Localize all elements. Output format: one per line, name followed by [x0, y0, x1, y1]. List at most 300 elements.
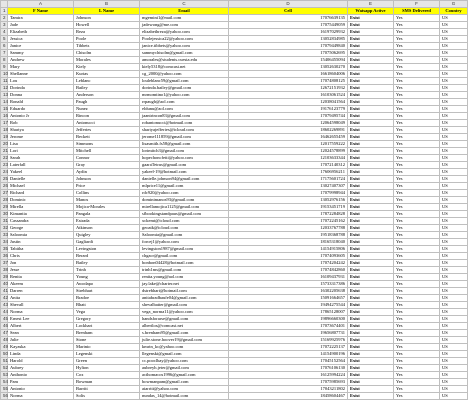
cell-watsapp[interactable]: Exist	[348, 155, 394, 162]
cell-country[interactable]: US	[440, 50, 468, 57]
cell-watsapp[interactable]: Exist	[348, 365, 394, 372]
cell-watsapp[interactable]: Exist	[348, 288, 394, 295]
cell-watsapp[interactable]: Exist	[348, 351, 394, 358]
cell-lname[interactable]: Trinh	[74, 267, 140, 274]
cell-watsapp[interactable]: Exist	[348, 274, 394, 281]
cell-lname[interactable]: Morales	[74, 57, 140, 64]
cell-watsapp[interactable]: Exist	[348, 50, 394, 57]
cell-watsapp[interactable]: Exist	[348, 316, 394, 323]
cell-phone[interactable]: 16109437931	[229, 274, 348, 281]
row-number[interactable]: 12	[1, 85, 8, 92]
cell-country[interactable]: US	[440, 379, 468, 386]
cell-lname[interactable]: Legenski	[74, 351, 140, 358]
cell-fname[interactable]: Dominic	[8, 197, 74, 204]
cell-country[interactable]: US	[440, 176, 468, 183]
cell-lname[interactable]: Levingston	[74, 246, 140, 253]
cell-email[interactable]: amorales@students.cuesta.edu	[140, 57, 229, 64]
cell-lname[interactable]: Kurtas	[74, 71, 140, 78]
row-number[interactable]: 25	[1, 176, 8, 183]
row-number[interactable]: 34	[1, 239, 8, 246]
cell-phone[interactable]: 12024578899	[229, 148, 348, 155]
cell-fname[interactable]: Renita	[8, 274, 74, 281]
cell-phone[interactable]: 13052976156	[229, 197, 348, 204]
cell-phone[interactable]: 13027407307	[229, 183, 348, 190]
cell-fname[interactable]: Pam	[8, 379, 74, 386]
cell-watsapp[interactable]: Exist	[348, 78, 394, 85]
cell-lname[interactable]: Strebhart	[74, 288, 140, 295]
cell-phone[interactable]: 17076106130	[229, 365, 348, 372]
cell-fname[interactable]: Norma	[8, 309, 74, 316]
cell-lname[interactable]: Bailey	[74, 260, 140, 267]
cell-watsapp[interactable]: Exist	[348, 323, 394, 330]
cell-lname[interactable]: Lockhart	[74, 323, 140, 330]
cell-country[interactable]: US	[440, 183, 468, 190]
cell-fname[interactable]: Kimantia	[8, 211, 74, 218]
header-cell-country[interactable]: Country	[440, 8, 468, 15]
cell-country[interactable]: US	[440, 351, 468, 358]
cell-lname[interactable]: Cox	[74, 372, 140, 379]
cell-email[interactable]: geoatk@icloud.com	[140, 225, 229, 232]
cell-sms[interactable]: Yes	[394, 197, 440, 204]
cell-lname[interactable]: Tibbets	[74, 43, 140, 50]
cell-phone[interactable]: 15091664657	[229, 295, 348, 302]
cell-country[interactable]: US	[440, 302, 468, 309]
row-number[interactable]: 28	[1, 197, 8, 204]
cell-country[interactable]: US	[440, 204, 468, 211]
cell-fname[interactable]: Jessica	[8, 36, 74, 43]
cell-country[interactable]: US	[440, 316, 468, 323]
cell-phone[interactable]: 17079495744	[229, 113, 348, 120]
cell-sms[interactable]: Yes	[394, 281, 440, 288]
row-number[interactable]: 5	[1, 36, 8, 43]
cell-phone[interactable]: 17045152564	[229, 358, 348, 365]
row-number[interactable]: 49	[1, 344, 8, 351]
cell-fname[interactable]: Akeem	[8, 281, 74, 288]
cell-watsapp[interactable]: Exist	[348, 57, 394, 64]
cell-lname[interactable]: Manos	[74, 197, 140, 204]
cell-country[interactable]: US	[440, 57, 468, 64]
cell-email[interactable]: s.brenham95@gmail.com	[140, 330, 229, 337]
cell-country[interactable]: US	[440, 15, 468, 22]
cell-email[interactable]: xckemt@icloud.com	[140, 218, 229, 225]
cell-email[interactable]: yakeel-19@hotmail.com	[140, 169, 229, 176]
cell-lname[interactable]: Chisolm	[74, 50, 140, 57]
cell-country[interactable]: US	[440, 239, 468, 246]
cell-fname[interactable]: Lou	[8, 78, 74, 85]
cell-fname[interactable]: Darren	[8, 288, 74, 295]
cell-phone[interactable]: 16302205638	[229, 288, 348, 295]
select-all-corner[interactable]	[1, 1, 8, 8]
cell-country[interactable]: US	[440, 295, 468, 302]
cell-country[interactable]: US	[440, 211, 468, 218]
cell-fname[interactable]: Albert	[8, 323, 74, 330]
cell-watsapp[interactable]: Exist	[348, 85, 394, 92]
cell-country[interactable]: US	[440, 309, 468, 316]
cell-phone[interactable]: 19518368788	[229, 232, 348, 239]
cell-sms[interactable]: Yes	[394, 183, 440, 190]
cell-sms[interactable]: Yes	[394, 106, 440, 113]
cell-fname[interactable]: Michael	[8, 183, 74, 190]
cell-fname[interactable]: Tamira	[8, 15, 74, 22]
header-cell-lname[interactable]: L Name	[74, 8, 140, 15]
cell-fname[interactable]: Shariya	[8, 127, 74, 134]
column-header-a[interactable]: A	[8, 1, 74, 8]
cell-email[interactable]: mgemini1@mail.com	[140, 15, 229, 22]
cell-fname[interactable]: Richard	[8, 190, 74, 197]
cell-watsapp[interactable]: Exist	[348, 204, 394, 211]
cell-lname[interactable]: Collins	[74, 190, 140, 197]
cell-country[interactable]: US	[440, 246, 468, 253]
cell-sms[interactable]: Yes	[394, 120, 440, 127]
cell-email[interactable]: aubreyh.jeter@gmail.com	[140, 365, 229, 372]
column-header-g[interactable]: G	[440, 1, 468, 8]
cell-sms[interactable]: Yes	[394, 246, 440, 253]
header-cell-watsapp[interactable]: Watsapp Active	[348, 8, 394, 15]
cell-country[interactable]: US	[440, 120, 468, 127]
cell-email[interactable]: rrpaugh@aol.com	[140, 99, 229, 106]
cell-watsapp[interactable]: Exist	[348, 197, 394, 204]
row-number[interactable]: 41	[1, 288, 8, 295]
cell-country[interactable]: US	[440, 267, 468, 274]
row-number[interactable]: 52	[1, 365, 8, 372]
cell-sms[interactable]: Yes	[394, 330, 440, 337]
cell-fname[interactable]: Sarah	[8, 155, 74, 162]
cell-email[interactable]: vega_norma11@yahoo.com	[140, 309, 229, 316]
cell-watsapp[interactable]: Exist	[348, 99, 394, 106]
row-number[interactable]: 6	[1, 43, 8, 50]
cell-country[interactable]: US	[440, 274, 468, 281]
cell-lname[interactable]: Mojica-Morales	[74, 204, 140, 211]
cell-fname[interactable]: Aubrey	[8, 365, 74, 372]
row-number[interactable]: 16	[1, 113, 8, 120]
cell-country[interactable]: US	[440, 225, 468, 232]
cell-email[interactable]: hopechoncfetti@yahoo.com	[140, 155, 229, 162]
cell-country[interactable]: US	[440, 162, 468, 169]
cell-email[interactable]: shevalbatter@gmail.com	[140, 302, 229, 309]
row-number[interactable]: 24	[1, 169, 8, 176]
cell-sms[interactable]: Yes	[394, 78, 440, 85]
cell-lname[interactable]: Berard	[74, 253, 140, 260]
cell-phone[interactable]: 12064598049	[229, 120, 348, 127]
cell-email[interactable]: eldunu@aol.com	[140, 106, 229, 113]
cell-phone[interactable]: 15406455094	[229, 57, 348, 64]
row-number[interactable]: 10	[1, 71, 8, 78]
cell-phone[interactable]: 17074842860	[229, 267, 348, 274]
cell-watsapp[interactable]: Exist	[348, 344, 394, 351]
header-cell-sms[interactable]: SMS Delivered	[394, 8, 440, 15]
cell-fname[interactable]: Linda	[8, 351, 74, 358]
cell-email[interactable]: jaantrincon83@gmail.com	[140, 113, 229, 120]
cell-email[interactable]: dominimanos93@gmail.com	[140, 197, 229, 204]
cell-lname[interactable]: Simmons	[74, 141, 140, 148]
cell-fname[interactable]: Elizabeth	[8, 29, 74, 36]
cell-fname[interactable]: Jon	[8, 260, 74, 267]
cell-lname[interactable]: Gregory	[74, 316, 140, 323]
cell-sms[interactable]: Yes	[394, 36, 440, 43]
row-number[interactable]: 48	[1, 337, 8, 344]
cell-email[interactable]: albertlos@comcast.net	[140, 323, 229, 330]
cell-sms[interactable]: Yes	[394, 134, 440, 141]
column-header-d[interactable]: D	[229, 1, 348, 8]
cell-lname[interactable]: Mitchell	[74, 148, 140, 155]
cell-lname[interactable]: Johnson	[74, 15, 140, 22]
cell-fname[interactable]: Ronald	[8, 99, 74, 106]
cell-fname[interactable]: Laterfall	[8, 162, 74, 169]
cell-watsapp[interactable]: Exist	[348, 29, 394, 36]
cell-email[interactable]: dorinda.bailey@gmail.com	[140, 85, 229, 92]
cell-country[interactable]: US	[440, 155, 468, 162]
cell-phone[interactable]: 16197029932	[229, 29, 348, 36]
cell-phone[interactable]: 12672151932	[229, 85, 348, 92]
cell-country[interactable]: US	[440, 372, 468, 379]
row-number[interactable]: 27	[1, 190, 8, 197]
cell-phone[interactable]: 12033767788	[229, 225, 348, 232]
cell-fname[interactable]: Chris	[8, 253, 74, 260]
cell-watsapp[interactable]: Exist	[348, 106, 394, 113]
cell-lname[interactable]: Bradoe	[74, 295, 140, 302]
cell-watsapp[interactable]: Exist	[348, 337, 394, 344]
cell-watsapp[interactable]: Exist	[348, 239, 394, 246]
cell-fname[interactable]: George	[8, 225, 74, 232]
cell-watsapp[interactable]: Exist	[348, 260, 394, 267]
cell-email[interactable]: mlprice11@gmail.com	[140, 183, 229, 190]
cell-sms[interactable]: Yes	[394, 267, 440, 274]
cell-watsapp[interactable]: Exist	[348, 267, 394, 274]
cell-country[interactable]: US	[440, 113, 468, 120]
cell-email[interactable]: robantonucci@hotmail.com	[140, 120, 229, 127]
cell-phone[interactable]: 17079449840	[229, 43, 348, 50]
cell-fname[interactable]: Justin	[8, 239, 74, 246]
cell-watsapp[interactable]: Exist	[348, 218, 394, 225]
cell-phone[interactable]: 17074808125	[229, 78, 348, 85]
cell-lname[interactable]: Rincon	[74, 113, 140, 120]
cell-lname[interactable]: Young	[74, 274, 140, 281]
cell-email[interactable]: bowmanpam@gmail.com	[140, 379, 229, 386]
cell-email[interactable]: anitabradbaufe04@gmail.com	[140, 295, 229, 302]
row-number[interactable]: 1	[1, 8, 8, 15]
cell-sms[interactable]: Yes	[394, 211, 440, 218]
cell-country[interactable]: US	[440, 22, 468, 29]
cell-watsapp[interactable]: Exist	[348, 169, 394, 176]
cell-fname[interactable]: Andrew	[8, 57, 74, 64]
cell-email[interactable]: rdc920@yahoo.com	[140, 190, 229, 197]
cell-fname[interactable]: Norma	[8, 393, 74, 400]
cell-phone[interactable]: 19176123779	[229, 106, 348, 113]
cell-phone[interactable]: 12103633344	[229, 155, 348, 162]
cell-fname[interactable]: Dorinda	[8, 85, 74, 92]
cell-country[interactable]: US	[440, 281, 468, 288]
row-number[interactable]: 35	[1, 246, 8, 253]
cell-lname[interactable]: Reza	[74, 29, 140, 36]
cell-email[interactable]: Saloomia@gmail.com	[140, 232, 229, 239]
cell-sms[interactable]: Yes	[394, 169, 440, 176]
cell-phone[interactable]: 14154915806	[229, 246, 348, 253]
row-number[interactable]: 3	[1, 22, 8, 29]
cell-phone[interactable]: 17075985693	[229, 379, 348, 386]
row-number[interactable]: 22	[1, 155, 8, 162]
cell-fname[interactable]: Harold	[8, 358, 74, 365]
cell-lname[interactable]: Bowman	[74, 379, 140, 386]
cell-phone[interactable]: 18602269891	[229, 127, 348, 134]
cell-phone[interactable]: 16618604006	[229, 71, 348, 78]
row-number[interactable]: 30	[1, 211, 8, 218]
row-number[interactable]: 20	[1, 141, 8, 148]
cell-email[interactable]: mirellamojica1125@gmail.com	[140, 204, 229, 211]
row-number[interactable]: 37	[1, 260, 8, 267]
cell-phone[interactable]: 16125994224	[229, 372, 348, 379]
cell-fname[interactable]: Saloomia	[8, 232, 74, 239]
cell-phone[interactable]: 15169925976	[229, 337, 348, 344]
cell-sms[interactable]: Yes	[394, 141, 440, 148]
cell-fname[interactable]: Sean	[8, 330, 74, 337]
cell-country[interactable]: US	[440, 330, 468, 337]
cell-fname[interactable]: Ernest Lee	[8, 316, 74, 323]
cell-country[interactable]: US	[440, 106, 468, 113]
cell-phone[interactable]: 12038041564	[229, 99, 348, 106]
cell-country[interactable]: US	[440, 393, 468, 400]
cell-watsapp[interactable]: Exist	[348, 302, 394, 309]
cell-phone[interactable]: 13052834985	[229, 36, 348, 43]
cell-phone[interactable]: 17076639135	[229, 15, 348, 22]
cell-sms[interactable]: Yes	[394, 218, 440, 225]
row-number[interactable]: 45	[1, 316, 8, 323]
cell-phone[interactable]: 17072245162	[229, 218, 348, 225]
row-number[interactable]: 36	[1, 253, 8, 260]
cell-sms[interactable]: Yes	[394, 225, 440, 232]
row-number[interactable]: 38	[1, 267, 8, 274]
cell-fname[interactable]: Eduardo	[8, 106, 74, 113]
row-number[interactable]: 23	[1, 162, 8, 169]
cell-watsapp[interactable]: Exist	[348, 295, 394, 302]
cell-sms[interactable]: Yes	[394, 15, 440, 22]
cell-watsapp[interactable]: Exist	[348, 15, 394, 22]
cell-fname[interactable]: Donna	[8, 92, 74, 99]
cell-phone[interactable]: 17072140312	[229, 162, 348, 169]
cell-fname[interactable]: Antonio	[8, 386, 74, 393]
cell-watsapp[interactable]: Exist	[348, 386, 394, 393]
cell-sms[interactable]: Yes	[394, 29, 440, 36]
cell-lname[interactable]: Vega	[74, 309, 140, 316]
cell-sms[interactable]: Yes	[394, 316, 440, 323]
cell-lname[interactable]: Estrada	[74, 218, 140, 225]
cell-watsapp[interactable]: Exist	[348, 92, 394, 99]
cell-country[interactable]: US	[440, 337, 468, 344]
cell-country[interactable]: US	[440, 92, 468, 99]
cell-email[interactable]: nundas_14@hotmail.com	[140, 393, 229, 400]
cell-email[interactable]: renita.young@aol.com	[140, 274, 229, 281]
cell-country[interactable]: US	[440, 78, 468, 85]
cell-lname[interactable]: Brenham	[74, 330, 140, 337]
cell-sms[interactable]: Yes	[394, 358, 440, 365]
cell-phone[interactable]: 17175601724	[229, 176, 348, 183]
cell-phone[interactable]: 19656807731	[229, 330, 348, 337]
cell-watsapp[interactable]: Exist	[348, 281, 394, 288]
cell-sms[interactable]: Yes	[394, 148, 440, 155]
row-number[interactable]: 31	[1, 218, 8, 225]
cell-email[interactable]: llegenski@gmail.com	[140, 351, 229, 358]
cell-phone[interactable]: 14154900196	[229, 351, 348, 358]
cell-lname[interactable]: Solis	[74, 393, 140, 400]
cell-fname[interactable]: Rob	[8, 120, 74, 127]
cell-email[interactable]: kmrin_kc@yahoo.com	[140, 344, 229, 351]
row-number[interactable]: 8	[1, 57, 8, 64]
cell-lname[interactable]: Beckett	[74, 134, 140, 141]
cell-watsapp[interactable]: Exist	[348, 183, 394, 190]
cell-fname[interactable]: Lisa	[8, 141, 74, 148]
row-number[interactable]: 26	[1, 183, 8, 190]
cell-sms[interactable]: Yes	[394, 365, 440, 372]
cell-country[interactable]: US	[440, 148, 468, 155]
cell-sms[interactable]: Yes	[394, 162, 440, 169]
cell-email[interactable]: jadewong@me.com	[140, 22, 229, 29]
column-header-b[interactable]: B	[74, 1, 140, 8]
cell-lname[interactable]: Johnson	[74, 176, 140, 183]
cell-sms[interactable]: Yes	[394, 337, 440, 344]
row-number[interactable]: 54	[1, 379, 8, 386]
cell-watsapp[interactable]: Exist	[348, 127, 394, 134]
column-header-f[interactable]: F	[394, 1, 440, 8]
cell-fname[interactable]: Janice	[8, 43, 74, 50]
cell-lname[interactable]: Bailey	[74, 85, 140, 92]
cell-email[interactable]: julie.stone.hoover19@gmail.com	[140, 337, 229, 344]
cell-country[interactable]: US	[440, 64, 468, 71]
cell-lname[interactable]: Aydin	[74, 169, 140, 176]
cell-watsapp[interactable]: Exist	[348, 372, 394, 379]
cell-email[interactable]: elizabethreza@yahoo.com	[140, 29, 229, 36]
cell-email[interactable]: cg_2000@yahoo.com	[140, 71, 229, 78]
cell-phone[interactable]: 17872284828	[229, 211, 348, 218]
cell-sms[interactable]: Yes	[394, 260, 440, 267]
cell-sms[interactable]: Yes	[394, 295, 440, 302]
cell-phone[interactable]: 16103061524	[229, 92, 348, 99]
cell-sms[interactable]: Yes	[394, 64, 440, 71]
cell-fname[interactable]: Danielle	[8, 176, 74, 183]
cell-watsapp[interactable]: Exist	[348, 393, 394, 400]
cell-fname[interactable]: Anthonio	[8, 372, 74, 379]
header-cell-email[interactable]: Email	[140, 8, 229, 15]
cell-country[interactable]: US	[440, 218, 468, 225]
cell-phone[interactable]: 17865128007	[229, 309, 348, 316]
row-number[interactable]: 4	[1, 29, 8, 36]
row-number[interactable]: 9	[1, 64, 8, 71]
row-number[interactable]: 13	[1, 92, 8, 99]
cell-fname[interactable]: Shellanne	[8, 71, 74, 78]
cell-country[interactable]: US	[440, 358, 468, 365]
row-number[interactable]: 14	[1, 99, 8, 106]
row-number[interactable]: 50	[1, 351, 8, 358]
cell-watsapp[interactable]: Exist	[348, 36, 394, 43]
cell-email[interactable]: acthomacos1996@gmail.com	[140, 372, 229, 379]
cell-email[interactable]: lisasmith.fs58@gmail.com	[140, 141, 229, 148]
cell-sms[interactable]: Yes	[394, 204, 440, 211]
cell-email[interactable]: levingston1987@gmail.com	[140, 246, 229, 253]
cell-lname[interactable]: Kiely	[74, 64, 140, 71]
row-number[interactable]: 2	[1, 15, 8, 22]
cell-fname[interactable]: Mary	[8, 64, 74, 71]
cell-email[interactable]: sammychisolm@gmail.com	[140, 50, 229, 57]
row-number[interactable]: 42	[1, 295, 8, 302]
cell-fname[interactable]: Antonio Jr	[8, 113, 74, 120]
cell-sms[interactable]: Yes	[394, 274, 440, 281]
cell-sms[interactable]: Yes	[394, 71, 440, 78]
cell-fname[interactable]: Shevall	[8, 302, 74, 309]
cell-sms[interactable]: Yes	[394, 43, 440, 50]
cell-phone[interactable]: 18458604467	[229, 393, 348, 400]
cell-country[interactable]: US	[440, 36, 468, 43]
row-number[interactable]: 39	[1, 274, 8, 281]
cell-phone[interactable]: 18165318040	[229, 239, 348, 246]
cell-email[interactable]: lorimitch3@gmail.com	[140, 148, 229, 155]
